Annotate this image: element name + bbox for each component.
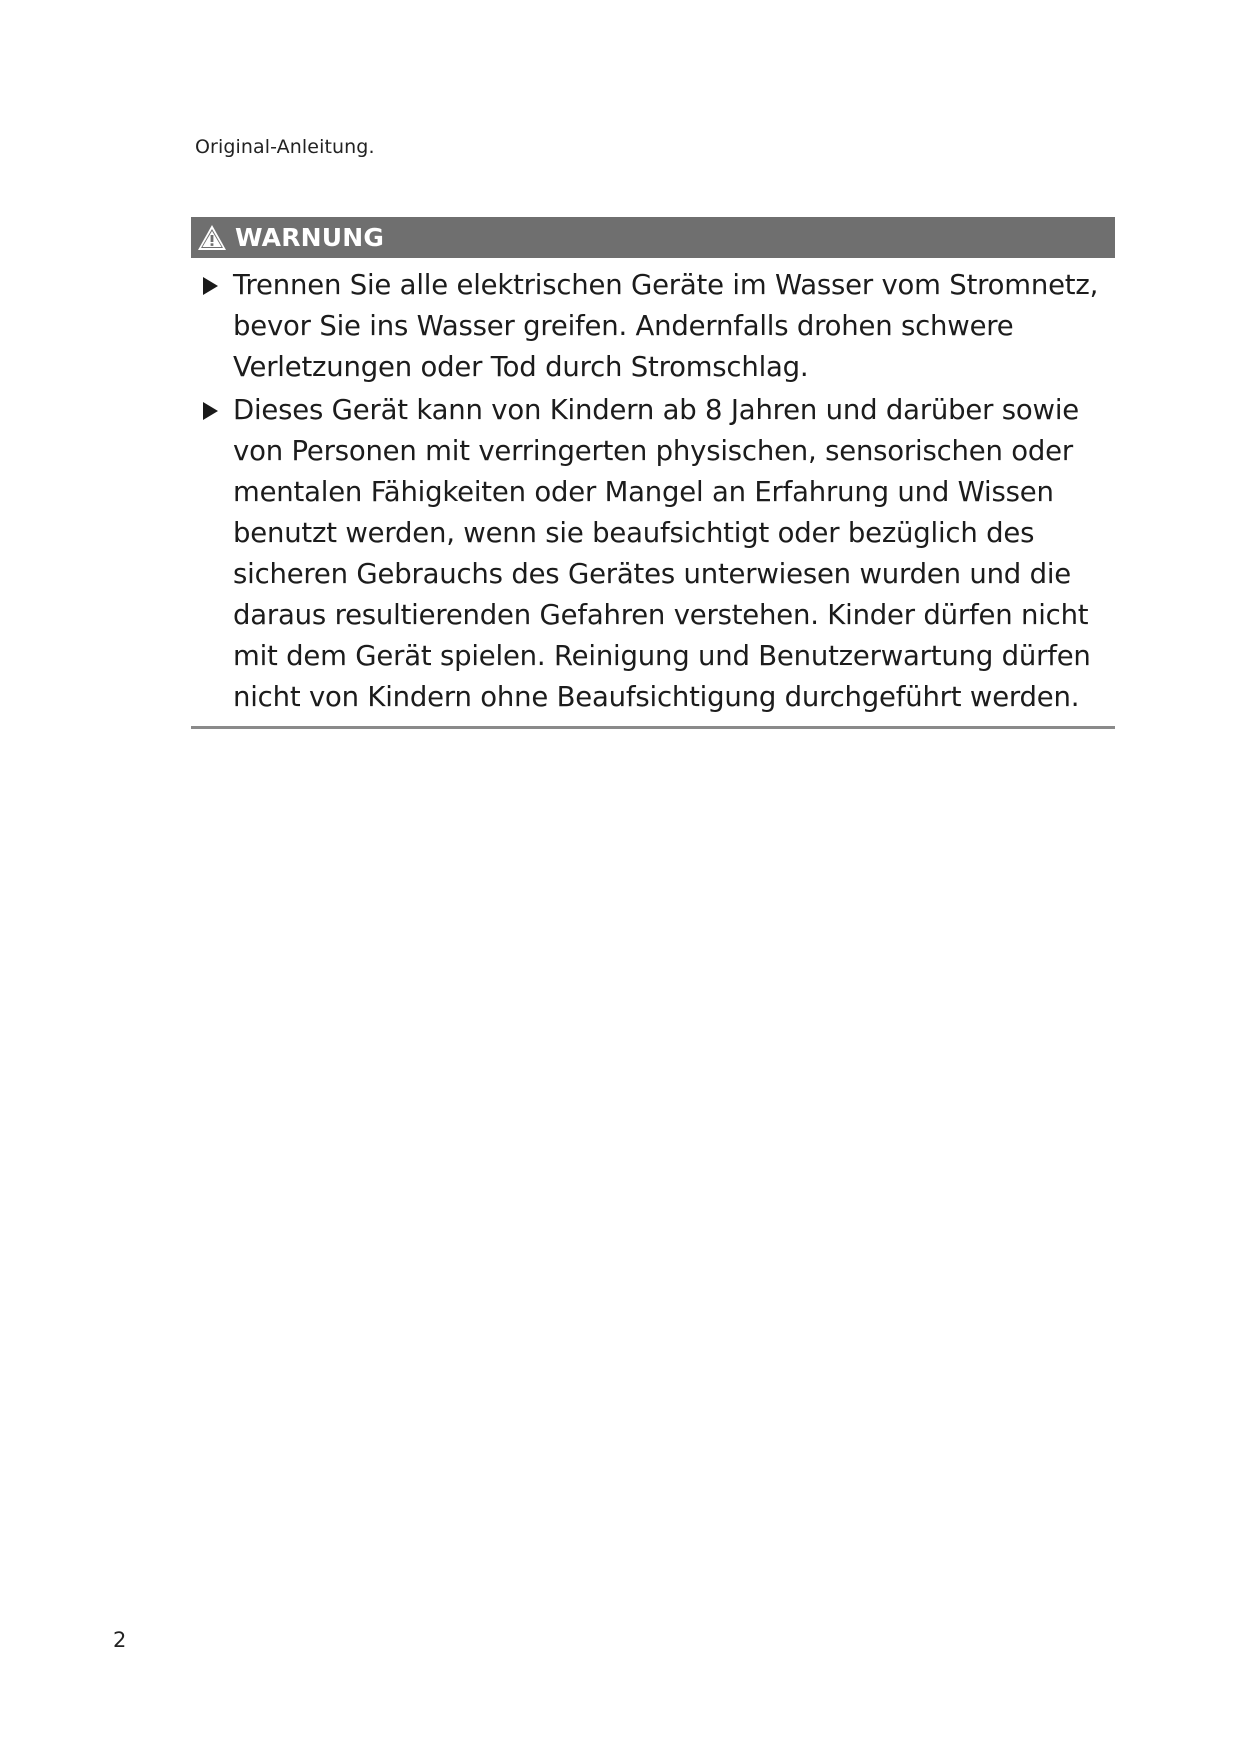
warning-list [191,265,1115,718]
page-number: 2 [113,1628,127,1652]
triangle-bullet-icon [203,402,218,420]
warning-item [191,265,1115,388]
warning-triangle-icon [197,224,227,251]
triangle-bullet-icon [203,277,218,295]
warning-item-text: Dieses Gerät kann von Kindern ab 8 Jahren und darüber sowie von Personen mit verringerten physischen, sensorischen oder mentalen Fähigkeiten oder Mangel an Erfahrung und Wissen benutzt werden, wenn sie beaufsichtigt oder bezüglich des sicheren Gebrauchs des Gerätes unterwiesen wurden und die daraus resultierenden Gefahren verstehen. Kinder dürfen nicht mit dem Gerät spielen. Reinigung und Benutzerwartung dürfen nicht von Kindern ohne Beaufsichtigung durchgeführt werden. [233,394,1091,713]
warning-item [191,390,1115,718]
warning-title: WARNUNG [235,223,385,252]
warning-item-text: Trennen Sie alle elektrischen Geräte im Wasser vom Stromnetz, bevor Sie ins Wasser greifen. Andernfalls drohen schwere Verletzungen oder Tod durch Stromschlag. [233,269,1099,383]
warning-header [191,217,1115,258]
warning-bottom-rule [191,726,1115,729]
warning-box [191,217,1115,729]
intro-text: Original-Anleitung. [195,136,375,158]
